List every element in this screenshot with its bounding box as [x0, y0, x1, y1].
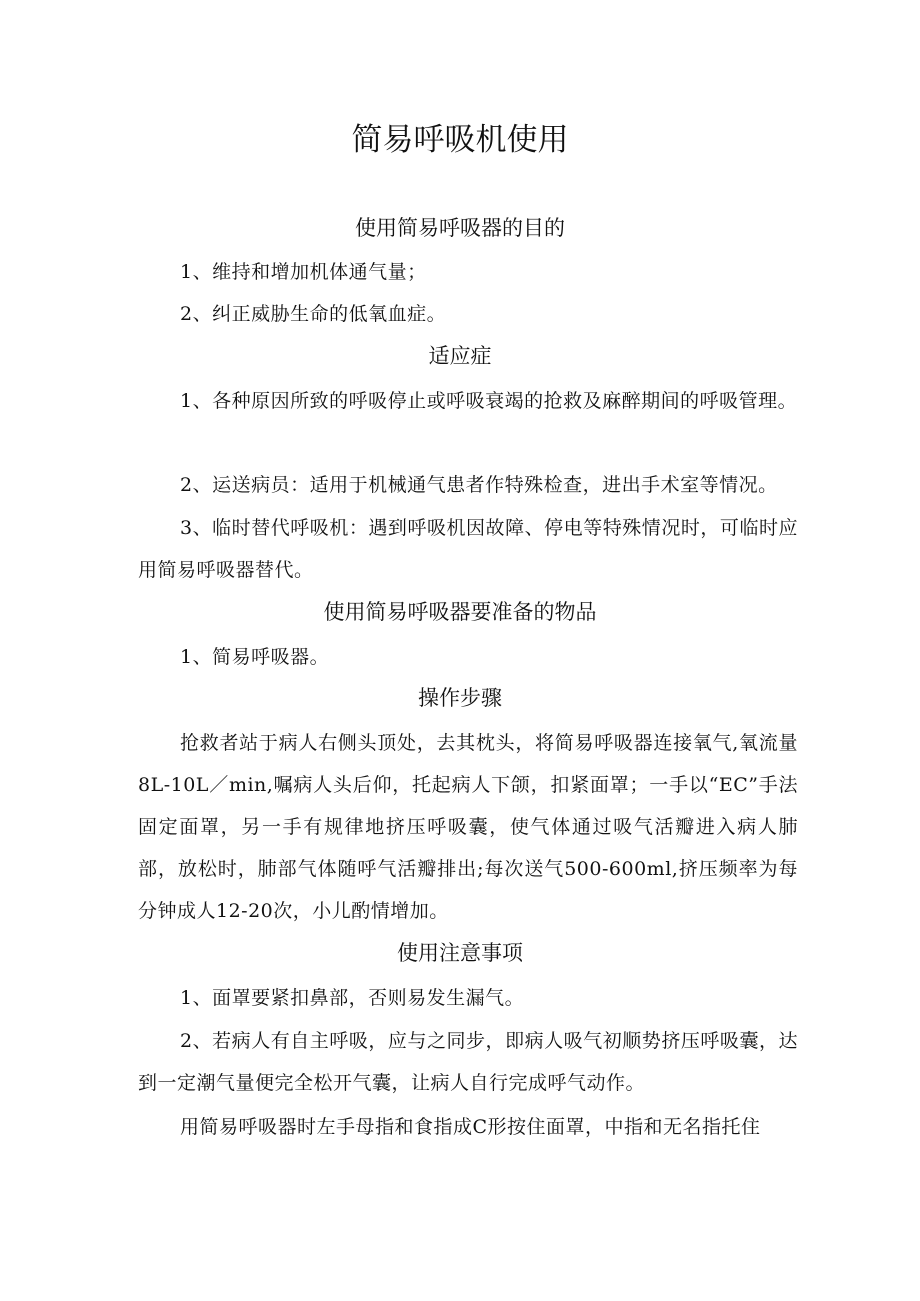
paragraph-purpose-2: 2、纠正威胁生命的低氧血症。 — [180, 303, 447, 325]
paragraph-supplies-1: 1、简易呼吸器。 — [180, 646, 330, 668]
paragraph-precautions-3: 用简易呼吸器时左手母指和食指成C形按住面罩，中指和无名指托住 — [180, 1116, 761, 1138]
section-heading-purpose: 使用简易呼吸器的目的 — [355, 216, 565, 240]
section-heading-procedure: 操作步骤 — [418, 686, 502, 710]
paragraph-purpose-1: 1、维持和增加机体通气量； — [180, 261, 427, 283]
paragraph-indications-1: 1、各种原因所致的呼吸停止或呼吸衰竭的抢救及麻醉期间的呼吸管理。 — [180, 390, 798, 412]
paragraph-procedure-1: 抢救者站于病人右侧头顶处，去其枕头，将简易呼吸器连接氧气,氧流量8L-10L／min,嘱病人头后仰，托起病人下颌，扣紧面罩；一手以“EC”手法固定面罩，另一手有规律地挤压呼吸囊，使气体通过吸气活瓣进入病人肺部，放松时，肺部气体随呼气活瓣排出;每次送气500-600ml,挤压频率为每分钟成人12-20次，小儿酌情增加。 — [138, 732, 798, 922]
section-heading-indications: 适应症 — [428, 344, 492, 368]
section-heading-precautions: 使用注意事项 — [397, 941, 523, 965]
paragraph-precautions-1: 1、面罩要紧扣鼻部，否则易发生漏气。 — [180, 987, 525, 1009]
paragraph-precautions-2: 2、若病人有自主呼吸，应与之同步，即病人吸气初顺势挤压呼吸囊，达到一定潮气量便完全松开气囊，让病人自行完成呼气动作。 — [138, 1030, 798, 1094]
paragraph-indications-2: 2、运送病员：适用于机械通气患者作特殊检查，进出手术室等情况。 — [180, 474, 778, 496]
document-title: 简易呼吸机使用 — [351, 122, 569, 158]
section-heading-supplies: 使用简易呼吸器要准备的物品 — [323, 600, 597, 624]
paragraph-indications-3: 3、临时替代呼吸机：遇到呼吸机因故障、停电等特殊情况时，可临时应用简易呼吸器替代。 — [138, 517, 798, 581]
